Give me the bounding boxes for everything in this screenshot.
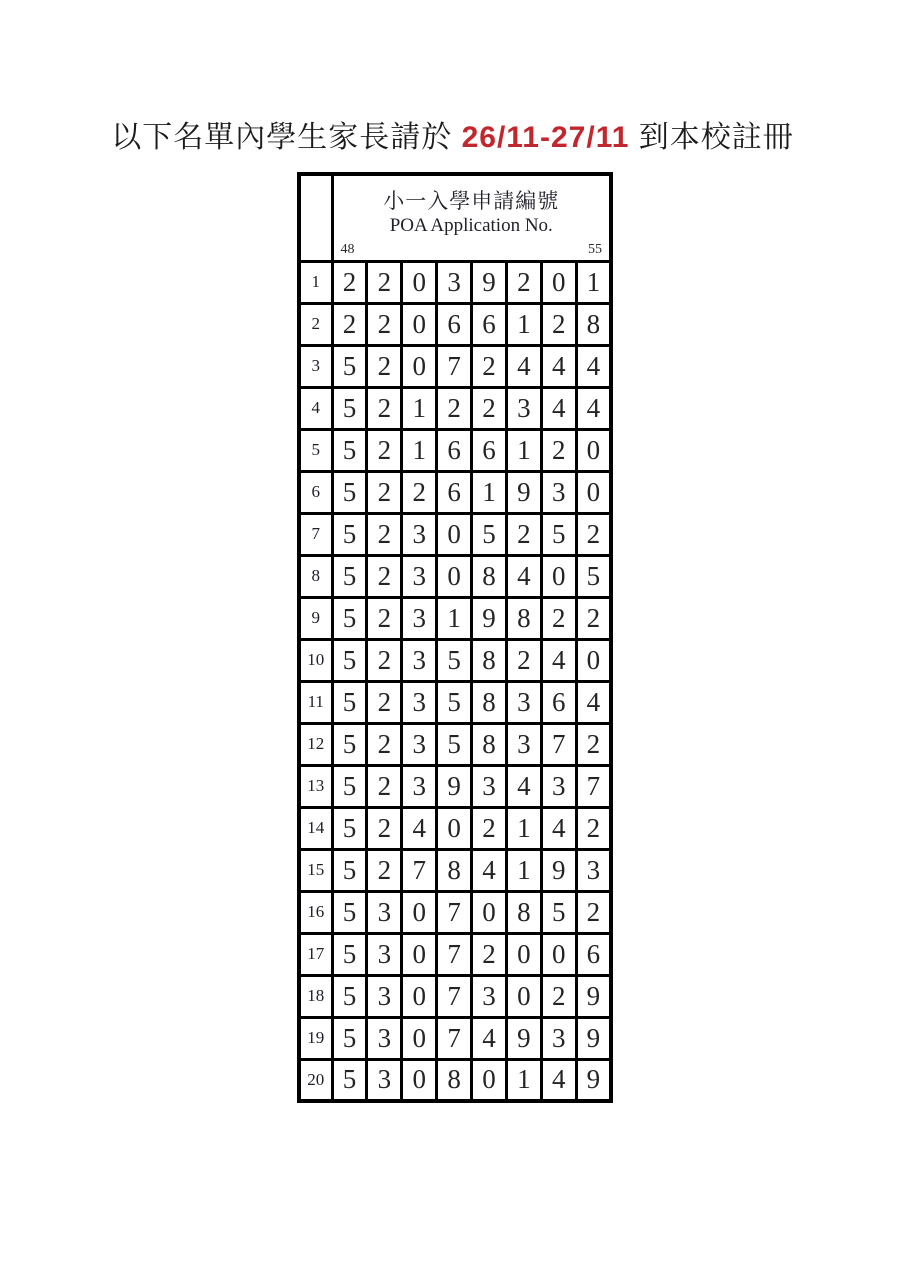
digit-cell: 3 [367, 1017, 402, 1059]
digit-cell: 2 [437, 387, 472, 429]
table-row [299, 765, 611, 807]
digit-cell: 0 [506, 975, 541, 1017]
row-number: 18 [299, 975, 332, 1017]
digit-cell: 7 [437, 345, 472, 387]
table-row [299, 555, 611, 597]
header-title-cell [332, 174, 611, 261]
digit-cell: 9 [437, 765, 472, 807]
digit-cell: 3 [367, 1059, 402, 1101]
digit-cell: 5 [332, 513, 367, 555]
title-suffix: 到本校註冊 [629, 121, 794, 154]
digit-cell: 3 [402, 513, 437, 555]
digit-cell: 4 [472, 849, 507, 891]
row-number: 7 [299, 513, 332, 555]
column-start-index: 48 [340, 241, 355, 257]
table-body [299, 174, 611, 1101]
digit-cell: 0 [506, 933, 541, 975]
digit-cell: 1 [506, 303, 541, 345]
digit-cell: 1 [576, 261, 611, 303]
table-row [299, 513, 611, 555]
digit-cell: 0 [472, 1059, 507, 1101]
digit-cell: 7 [402, 849, 437, 891]
digit-cell: 2 [576, 891, 611, 933]
digit-cell: 4 [541, 1059, 576, 1101]
digit-cell: 5 [541, 891, 576, 933]
digit-cell: 4 [541, 387, 576, 429]
digit-cell: 2 [367, 723, 402, 765]
digit-cell: 2 [402, 471, 437, 513]
digit-cell: 4 [576, 681, 611, 723]
digit-cell: 2 [541, 429, 576, 471]
table-row [299, 429, 611, 471]
digit-cell: 3 [367, 975, 402, 1017]
header-title-zh: 小一入學申請編號 [383, 189, 560, 213]
digit-cell: 5 [332, 471, 367, 513]
row-number: 9 [299, 597, 332, 639]
digit-cell: 0 [402, 891, 437, 933]
digit-cell: 5 [541, 513, 576, 555]
digit-cell: 6 [541, 681, 576, 723]
digit-cell: 9 [576, 1017, 611, 1059]
digit-cell: 2 [506, 513, 541, 555]
digit-cell: 5 [332, 933, 367, 975]
digit-cell: 2 [472, 807, 507, 849]
digit-cell: 0 [437, 513, 472, 555]
digit-cell: 0 [576, 639, 611, 681]
digit-cell: 2 [367, 345, 402, 387]
digit-cell: 5 [332, 429, 367, 471]
digit-cell: 8 [576, 303, 611, 345]
digit-cell: 2 [367, 429, 402, 471]
table-row [299, 891, 611, 933]
table-row [299, 723, 611, 765]
digit-cell: 0 [541, 933, 576, 975]
digit-cell: 8 [437, 849, 472, 891]
table-row [299, 681, 611, 723]
digit-cell: 5 [472, 513, 507, 555]
digit-cell: 2 [367, 765, 402, 807]
digit-cell: 6 [437, 303, 472, 345]
digit-cell: 2 [367, 471, 402, 513]
table-row [299, 471, 611, 513]
digit-cell: 6 [437, 471, 472, 513]
row-number: 6 [299, 471, 332, 513]
digit-cell: 3 [541, 765, 576, 807]
row-number: 12 [299, 723, 332, 765]
digit-cell: 5 [332, 765, 367, 807]
digit-cell: 5 [332, 807, 367, 849]
digit-cell: 5 [332, 891, 367, 933]
digit-cell: 3 [402, 597, 437, 639]
table-row [299, 933, 611, 975]
row-number: 13 [299, 765, 332, 807]
digit-cell: 3 [541, 471, 576, 513]
row-number: 1 [299, 261, 332, 303]
digit-cell: 5 [332, 849, 367, 891]
digit-cell: 3 [506, 387, 541, 429]
digit-cell: 8 [472, 681, 507, 723]
digit-cell: 9 [576, 1059, 611, 1101]
digit-cell: 5 [437, 639, 472, 681]
digit-cell: 2 [332, 261, 367, 303]
digit-cell: 4 [541, 345, 576, 387]
digit-cell: 2 [541, 303, 576, 345]
digit-cell: 2 [367, 807, 402, 849]
row-number: 10 [299, 639, 332, 681]
poa-application-table [297, 172, 613, 1103]
header-title-en: POA Application No. [389, 215, 553, 236]
digit-cell: 2 [367, 303, 402, 345]
digit-cell: 7 [437, 933, 472, 975]
digit-cell: 5 [332, 975, 367, 1017]
digit-cell: 3 [402, 639, 437, 681]
title-date-range: 26/11-27/11 [461, 121, 630, 154]
digit-cell: 6 [472, 429, 507, 471]
table-row [299, 303, 611, 345]
digit-cell: 6 [437, 429, 472, 471]
digit-cell: 1 [506, 807, 541, 849]
digit-cell: 1 [506, 1059, 541, 1101]
row-number: 2 [299, 303, 332, 345]
table-row [299, 261, 611, 303]
digit-cell: 0 [402, 345, 437, 387]
digit-cell: 3 [402, 681, 437, 723]
digit-cell: 1 [437, 597, 472, 639]
digit-cell: 4 [576, 387, 611, 429]
digit-cell: 4 [402, 807, 437, 849]
digit-cell: 0 [402, 975, 437, 1017]
digit-cell: 0 [576, 471, 611, 513]
row-number: 20 [299, 1059, 332, 1101]
digit-cell: 7 [576, 765, 611, 807]
digit-cell: 2 [367, 639, 402, 681]
digit-cell: 5 [332, 723, 367, 765]
digit-cell: 4 [541, 639, 576, 681]
digit-cell: 2 [367, 261, 402, 303]
digit-cell: 4 [576, 345, 611, 387]
digit-cell: 1 [402, 429, 437, 471]
digit-cell: 8 [506, 891, 541, 933]
table-row [299, 975, 611, 1017]
digit-cell: 2 [367, 555, 402, 597]
digit-cell: 3 [367, 933, 402, 975]
digit-cell: 2 [472, 345, 507, 387]
row-number: 17 [299, 933, 332, 975]
row-number: 4 [299, 387, 332, 429]
digit-cell: 5 [332, 1017, 367, 1059]
table-row [299, 345, 611, 387]
digit-cell: 4 [506, 555, 541, 597]
digit-cell: 8 [472, 723, 507, 765]
page-title [0, 112, 905, 156]
digit-cell: 3 [472, 975, 507, 1017]
digit-cell: 2 [367, 681, 402, 723]
digit-cell: 8 [472, 555, 507, 597]
digit-cell: 7 [437, 1017, 472, 1059]
digit-cell: 0 [576, 429, 611, 471]
header-corner-cell [299, 174, 332, 261]
digit-cell: 5 [332, 345, 367, 387]
digit-cell: 0 [402, 303, 437, 345]
digit-cell: 5 [332, 387, 367, 429]
digit-cell: 5 [332, 597, 367, 639]
digit-cell: 5 [437, 681, 472, 723]
digit-cell: 2 [506, 261, 541, 303]
digit-cell: 0 [402, 261, 437, 303]
row-number: 3 [299, 345, 332, 387]
table-row [299, 387, 611, 429]
column-end-index: 55 [588, 241, 602, 257]
digit-cell: 0 [541, 261, 576, 303]
row-number: 8 [299, 555, 332, 597]
digit-cell: 2 [541, 597, 576, 639]
table-row [299, 1017, 611, 1059]
digit-cell: 2 [541, 975, 576, 1017]
digit-cell: 4 [472, 1017, 507, 1059]
digit-cell: 0 [437, 555, 472, 597]
row-number: 16 [299, 891, 332, 933]
digit-cell: 3 [367, 891, 402, 933]
table-row [299, 639, 611, 681]
digit-cell: 2 [367, 513, 402, 555]
digit-cell: 5 [576, 555, 611, 597]
digit-cell: 6 [576, 933, 611, 975]
digit-cell: 0 [402, 1059, 437, 1101]
row-number: 19 [299, 1017, 332, 1059]
digit-cell: 8 [506, 597, 541, 639]
digit-cell: 2 [472, 387, 507, 429]
digit-cell: 8 [437, 1059, 472, 1101]
digit-cell: 5 [332, 1059, 367, 1101]
digit-cell: 2 [367, 597, 402, 639]
digit-cell: 5 [437, 723, 472, 765]
digit-cell: 2 [367, 387, 402, 429]
digit-cell: 3 [437, 261, 472, 303]
digit-cell: 0 [402, 1017, 437, 1059]
digit-cell: 2 [472, 933, 507, 975]
digit-cell: 1 [472, 471, 507, 513]
table-row [299, 849, 611, 891]
digit-cell: 1 [506, 429, 541, 471]
digit-cell: 7 [437, 975, 472, 1017]
digit-cell: 2 [576, 807, 611, 849]
digit-cell: 5 [332, 555, 367, 597]
digit-cell: 9 [506, 1017, 541, 1059]
digit-cell: 3 [402, 765, 437, 807]
digit-cell: 2 [576, 597, 611, 639]
digit-cell: 1 [506, 849, 541, 891]
table-row [299, 597, 611, 639]
digit-cell: 0 [541, 555, 576, 597]
digit-cell: 3 [506, 723, 541, 765]
digit-cell: 9 [541, 849, 576, 891]
digit-cell: 7 [541, 723, 576, 765]
digit-cell: 2 [576, 513, 611, 555]
table-row [299, 1059, 611, 1101]
digit-cell: 2 [332, 303, 367, 345]
digit-cell: 4 [506, 345, 541, 387]
table-header-row [299, 174, 611, 261]
row-number: 5 [299, 429, 332, 471]
digit-cell: 3 [541, 1017, 576, 1059]
digit-cell: 9 [472, 597, 507, 639]
digit-cell: 5 [332, 681, 367, 723]
digit-cell: 2 [506, 639, 541, 681]
digit-cell: 7 [437, 891, 472, 933]
digit-cell: 9 [472, 261, 507, 303]
digit-cell: 3 [402, 555, 437, 597]
digit-cell: 3 [576, 849, 611, 891]
row-number: 14 [299, 807, 332, 849]
digit-cell: 6 [472, 303, 507, 345]
digit-cell: 9 [576, 975, 611, 1017]
digit-cell: 0 [402, 933, 437, 975]
digit-cell: 5 [332, 639, 367, 681]
digit-cell: 2 [367, 849, 402, 891]
digit-cell: 1 [402, 387, 437, 429]
row-number: 11 [299, 681, 332, 723]
digit-cell: 9 [506, 471, 541, 513]
digit-cell: 2 [576, 723, 611, 765]
title-prefix: 以下名單內學生家長請於 [111, 121, 462, 154]
digit-cell: 0 [437, 807, 472, 849]
digit-cell: 3 [402, 723, 437, 765]
digit-cell: 4 [541, 807, 576, 849]
row-number: 15 [299, 849, 332, 891]
digit-cell: 3 [472, 765, 507, 807]
digit-cell: 8 [472, 639, 507, 681]
digit-cell: 0 [472, 891, 507, 933]
digit-cell: 4 [506, 765, 541, 807]
table-row [299, 807, 611, 849]
digit-cell: 3 [506, 681, 541, 723]
